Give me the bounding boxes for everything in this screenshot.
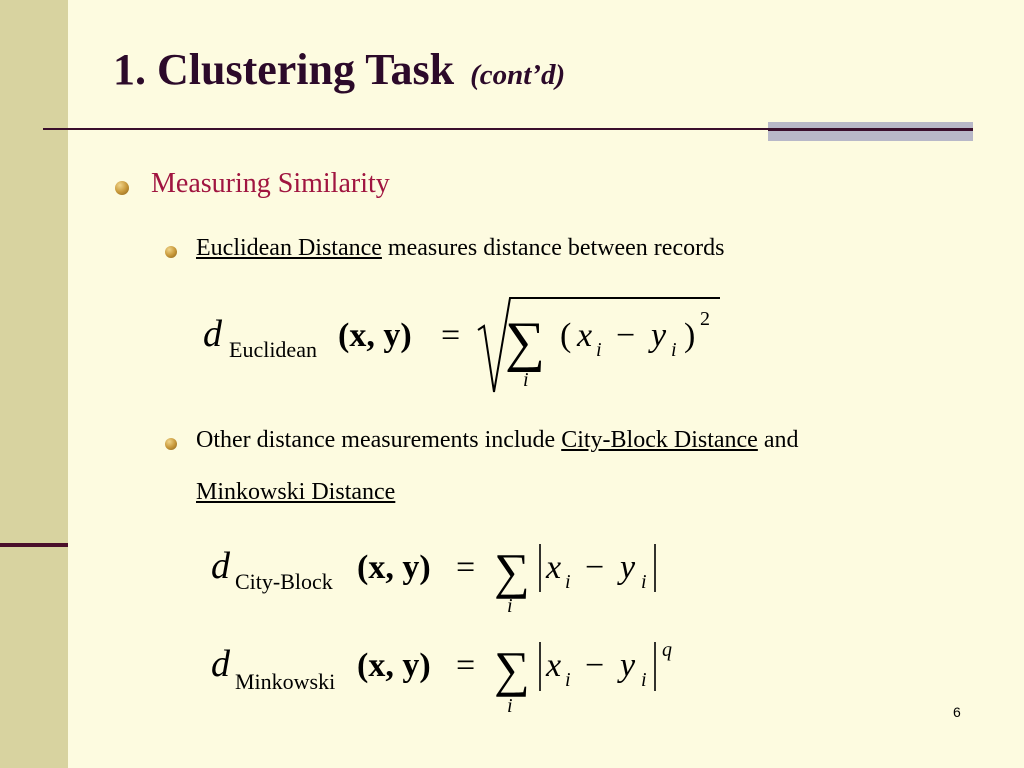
formula-minkowski-minus: − <box>585 647 605 684</box>
formula-minkowski-d: d <box>211 643 230 685</box>
gold-sphere-bullet-icon <box>165 246 177 258</box>
left-sidebar-band <box>0 0 68 768</box>
formula-euclidean-subscript: Euclidean <box>229 337 317 362</box>
city-block-distance-link[interactable]: City-Block Distance <box>561 427 758 453</box>
bullet-euclidean <box>196 235 724 262</box>
formula-minkowski-xi-subscript: i <box>565 669 571 691</box>
formula-euclidean-args: (x, y) <box>338 317 412 354</box>
bullet-measuring-similarity: Measuring Similarity <box>151 168 390 199</box>
formula-euclidean-close-paren: ) <box>684 317 696 354</box>
formula-cityblock-y: y <box>620 549 636 586</box>
formula-minkowski-subscript: Minkowski <box>235 669 336 694</box>
formula-euclidean-exponent: 2 <box>700 308 710 330</box>
formula-cityblock-minus: − <box>585 549 605 586</box>
formula-cityblock-args: (x, y) <box>357 549 431 586</box>
slide-title <box>113 44 565 95</box>
formula-minkowski <box>211 639 672 717</box>
formula-euclidean-d: d <box>203 313 222 355</box>
gold-sphere-bullet-icon <box>115 181 129 195</box>
formula-minkowski-yi-subscript: i <box>641 669 647 691</box>
bullet-other-distances-line2 <box>196 479 395 506</box>
formula-euclidean-sum: ∑ <box>505 311 545 373</box>
formula-minkowski-sum: ∑ <box>494 641 530 697</box>
title-accent-line <box>768 128 973 131</box>
bullet-other-distances <box>196 427 799 454</box>
minkowski-distance-link[interactable]: Minkowski Distance <box>196 479 396 505</box>
formula-minkowski-index: i <box>507 695 513 717</box>
formula-euclidean-y: y <box>651 317 667 354</box>
formula-minkowski-exponent: q <box>662 639 672 661</box>
other-distances-text: Other distance measurements include <box>196 427 562 453</box>
formula-euclidean-open-paren: ( <box>560 317 572 354</box>
title-main: 1. Clustering Task <box>113 45 455 94</box>
formula-euclidean-index: i <box>523 369 529 391</box>
formula-cityblock-sum: ∑ <box>494 543 530 599</box>
formula-minkowski-equals: = <box>456 647 476 684</box>
formula-cityblock-xi-subscript: i <box>565 571 571 593</box>
formula-cityblock-yi-subscript: i <box>641 571 647 593</box>
formula-cityblock-subscript: City-Block <box>235 569 333 594</box>
euclidean-description: measures distance between records <box>381 235 725 261</box>
gold-sphere-bullet-icon <box>165 438 177 450</box>
sidebar-accent-bar <box>0 543 68 547</box>
formula-cityblock <box>211 543 655 617</box>
formula-cityblock-index: i <box>507 595 513 617</box>
title-accent-block <box>768 122 973 141</box>
page-number: 6 <box>953 704 961 720</box>
title-subtitle: (cont’d) <box>470 59 566 91</box>
formula-euclidean-x: x <box>577 317 593 354</box>
and-word: and <box>757 427 799 453</box>
formula-cityblock-d: d <box>211 545 230 587</box>
square-root-sign <box>478 298 720 392</box>
formula-euclidean-equals: = <box>441 317 461 354</box>
formula-cityblock-equals: = <box>456 549 476 586</box>
formula-minkowski-args: (x, y) <box>357 647 431 684</box>
formula-euclidean <box>203 298 720 392</box>
euclidean-distance-link[interactable]: Euclidean Distance <box>196 235 382 261</box>
formula-minkowski-y: y <box>620 647 636 684</box>
formula-minkowski-x: x <box>546 647 562 684</box>
formula-euclidean-xi-subscript: i <box>596 339 602 361</box>
formula-euclidean-minus: − <box>616 317 636 354</box>
formula-cityblock-x: x <box>546 549 562 586</box>
formula-euclidean-yi-subscript: i <box>671 339 677 361</box>
